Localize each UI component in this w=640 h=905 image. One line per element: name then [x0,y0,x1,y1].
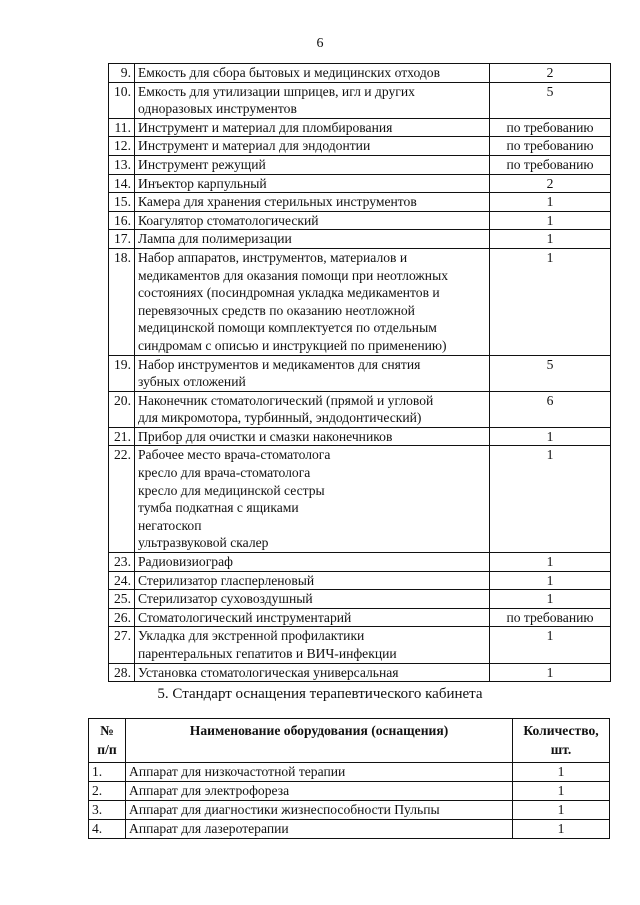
table-row [89,782,610,801]
table-row [109,64,611,83]
row-number: 19. [109,355,135,391]
row-number: 25. [109,590,135,609]
item-name [135,193,490,212]
therapy-equipment-table [88,718,610,839]
item-name [135,446,490,553]
row-number: 15. [109,193,135,212]
row-number: 27. [109,627,135,663]
item-name-line: медикаментов для оказания помощи при неотложных [138,267,449,283]
item-name [135,427,490,446]
table-row [109,427,611,446]
header-num-line: № [100,723,114,738]
item-name-line: Набор инструментов и медикаментов для снятия [138,356,421,372]
item-quantity: 1 [490,553,611,572]
row-number: 17. [109,230,135,249]
item-name: Аппарат для лазеротерапии [126,820,513,839]
row-number: 14. [109,174,135,193]
item-name-line: Коагулятор стоматологический [138,212,319,228]
item-quantity: 1 [490,211,611,230]
table-row [109,663,611,682]
row-number: 2. [89,782,126,801]
item-name-line: Стерилизатор гласперленовый [138,572,315,588]
row-number: 4. [89,820,126,839]
table-row [89,820,610,839]
item-quantity: 1 [490,590,611,609]
header-num [89,719,126,763]
item-quantity: по требованию [490,608,611,627]
item-name-line: перевязочных средств по оказанию неотложной [138,302,415,318]
table-row [109,627,611,663]
item-name [135,627,490,663]
item-name-line: Набор аппаратов, инструментов, материалов и [138,249,408,265]
item-name-line: Стоматологический инструментарий [138,609,352,625]
item-name [135,64,490,83]
item-quantity: 1 [490,627,611,663]
item-name-line: состояниях (посиндромная укладка медикаментов и [138,285,440,301]
item-name-line: Инъектор карпульный [138,175,267,191]
item-name-line: Установка стоматологическая универсальная [138,664,399,680]
item-name-line: Инструмент режущий [138,156,266,172]
item-name-line: зубных отложений [138,374,246,390]
table-row [109,248,611,355]
table-row [89,763,610,782]
item-name [135,553,490,572]
item-quantity: 6 [490,391,611,427]
item-name-line: Лампа для полимеризации [138,231,292,247]
item-quantity: 1 [490,230,611,249]
row-number: 20. [109,391,135,427]
item-name-line: Емкость для утилизации шприцев, игл и других [138,83,415,99]
item-quantity: 1 [490,446,611,553]
item-name-line: Инструмент и материал для пломбирования [138,119,393,135]
table-row [109,137,611,156]
item-quantity: 5 [490,82,611,118]
item-quantity: 1 [513,763,610,782]
item-name [135,118,490,137]
item-name [135,137,490,156]
item-name-line: для микромотора, турбинный, эндодонтический) [138,410,422,426]
item-name [135,155,490,174]
item-name-line: одноразовых инструментов [138,101,297,117]
item-name: Аппарат для диагностики жизнеспособности Пульпы [126,801,513,820]
item-name [135,590,490,609]
table-row [109,155,611,174]
item-name-line: тумба подкатная с ящиками [138,500,299,516]
table-row [89,801,610,820]
item-quantity: 2 [490,174,611,193]
equipment-table [108,63,611,682]
item-name [135,230,490,249]
row-number: 10. [109,82,135,118]
item-quantity: 1 [513,801,610,820]
item-quantity: 5 [490,355,611,391]
item-name-line: негатоскоп [138,517,202,533]
table-row [109,355,611,391]
item-quantity: по требованию [490,155,611,174]
page-number: 6 [316,36,324,51]
table-row [109,608,611,627]
row-number: 9. [109,64,135,83]
item-name-line: ультразвуковой скалер [138,535,269,551]
table-row [109,82,611,118]
item-quantity: 1 [490,248,611,355]
header-name: Наименование оборудования (оснащения) [126,719,513,763]
section-title: 5. Стандарт оснащения терапевтического кабинета [157,686,483,702]
table-row [109,446,611,553]
header-num-line: п/п [97,742,117,757]
item-name [135,608,490,627]
row-number: 23. [109,553,135,572]
table-row [109,230,611,249]
item-name-line: кресло для врача-стоматолога [138,465,311,481]
item-name-line: кресло для медицинской сестры [138,482,325,498]
item-name-line: Радиовизиограф [138,554,233,570]
item-quantity: по требованию [490,137,611,156]
item-name-line: парентеральных гепатитов и ВИЧ-инфекции [138,646,397,661]
row-number: 22. [109,446,135,553]
row-number: 3. [89,801,126,820]
item-quantity: по требованию [490,118,611,137]
row-number: 21. [109,427,135,446]
item-name [135,248,490,355]
item-quantity: 1 [513,820,610,839]
table-row [109,174,611,193]
table-row [109,118,611,137]
item-name-line: медицинской помощи комплектуется по отдельным [138,320,437,336]
table-row [109,391,611,427]
item-name-line: Укладка для экстренной профилактики [138,628,365,644]
header-qty-line: шт. [550,742,572,757]
item-name: Аппарат для низкочастотной терапии [126,763,513,782]
table-row [109,571,611,590]
header-qty-line: Количество, [523,723,599,738]
table-row [109,553,611,572]
item-name-line: Рабочее место врача-стоматолога [138,447,331,463]
table-row [109,193,611,212]
item-name-line: Инструмент и материал для эндодонтии [138,138,371,154]
row-number: 13. [109,155,135,174]
row-number: 11. [109,118,135,137]
table-row [109,211,611,230]
item-quantity: 2 [490,64,611,83]
item-name [135,355,490,391]
item-name [135,82,490,118]
item-name [135,571,490,590]
row-number: 12. [109,137,135,156]
row-number: 16. [109,211,135,230]
item-quantity: 1 [490,427,611,446]
item-name-line: Емкость для сбора бытовых и медицинских отходов [138,65,441,80]
item-name-line: синдромам с описью и инструкцией по применению) [138,337,447,353]
row-number: 1. [89,763,126,782]
item-name [135,211,490,230]
row-number: 28. [109,663,135,682]
item-name [135,391,490,427]
item-name [135,174,490,193]
item-quantity: 1 [490,193,611,212]
item-name-line: Стерилизатор суховоздушный [138,591,313,607]
item-quantity: 1 [490,571,611,590]
row-number: 26. [109,608,135,627]
item-quantity: 1 [513,782,610,801]
item-name-line: Наконечник стоматологический (прямой и угловой [138,392,434,408]
item-name: Аппарат для электрофореза [126,782,513,801]
row-number: 24. [109,571,135,590]
row-number: 18. [109,248,135,355]
item-name-line: Камера для хранения стерильных инструментов [138,194,417,210]
table-row [109,590,611,609]
item-name-line: Прибор для очистки и смазки наконечников [138,428,393,444]
table-header-row [89,719,610,763]
header-qty [513,719,610,763]
item-quantity: 1 [490,663,611,682]
item-name [135,663,490,682]
